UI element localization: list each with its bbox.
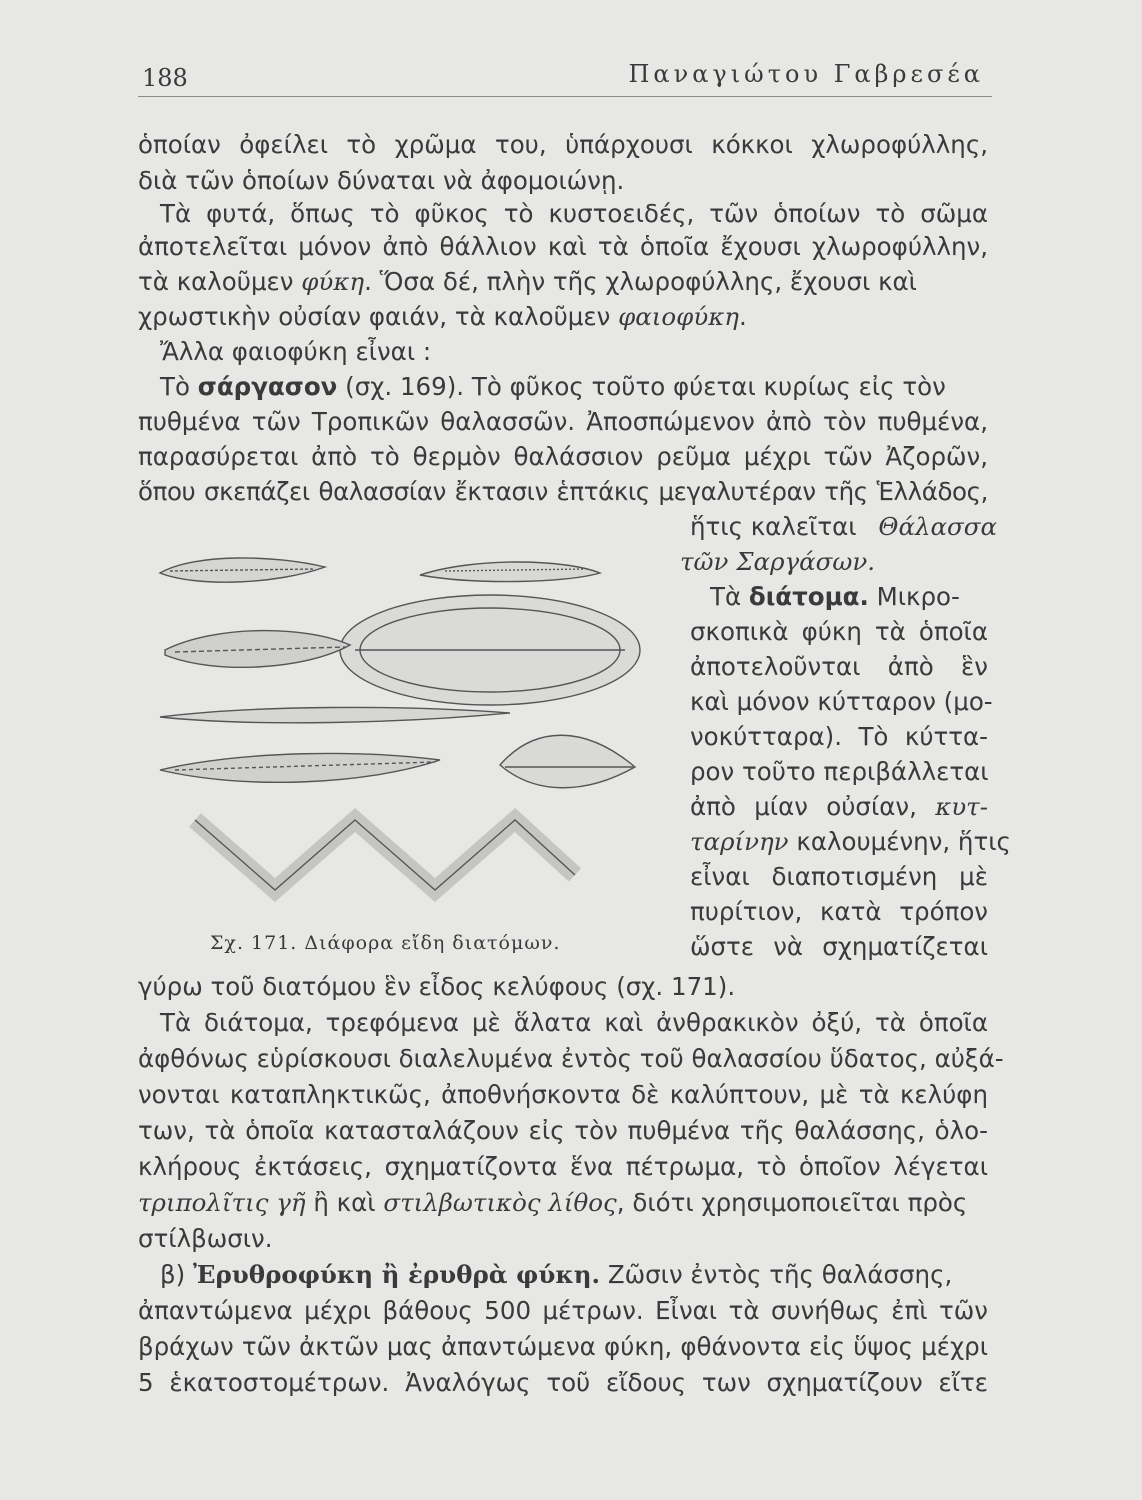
text-line: καὶ μόνον κύτταρον (μο- [690,687,993,716]
italic-term: κυτ- [935,792,988,821]
diatom-needle-1 [420,562,600,582]
diatom-boat [500,735,635,788]
text-span: (σχ. 169). Τὸ φῦκος τοῦτο φύεται κυρίως εἰς τὸν [345,372,946,401]
text-span: . Ὅσα δέ, πλὴν τῆς χλωροφύλλης, ἔχουσι καὶ [364,267,917,296]
text-span: β) [160,1260,186,1289]
text-line: ἀποτελεῖται μόνον ἀπὸ θάλλιον καὶ τὰ ὁποῖα ἔχουσι χλωροφύλλην, [138,232,988,261]
text-line [160,372,988,402]
text-line: Ἄλλα φαιοφύκη εἶναι : [160,337,432,366]
text-line: στίλβωσιν. [138,1224,273,1253]
text-line: Τὰ διάτομα, τρεφόμενα μὲ ἅλατα καὶ ἀνθρακικὸν ὀξύ, τὰ ὁποῖα [160,1008,988,1037]
text-line [138,267,988,297]
text-line: διὰ τῶν ὁποίων δύναται νὰ ἀφομοιώνῃ. [138,166,625,195]
italic-term: φαιοφύκη [618,302,739,331]
bold-term: σάργασον [197,372,338,401]
page-number: 188 [142,64,188,92]
text-line [690,512,998,542]
bold-heading: Ἐρυθροφύκη ἢ ἐρυθρὰ φύκη. [193,1260,601,1289]
text-line [160,1260,988,1290]
diatom-elongate-1 [160,558,325,582]
text-line [690,792,988,822]
text-line: των, τὰ ὁποῖα κατασταλάζουν εἰς τὸν πυθμένα τῆς θαλάσσης, ὁλο- [138,1116,988,1145]
text-line [680,547,988,577]
text-span: Ζῶσιν ἐντὸς τῆς θαλάσσης, [607,1260,953,1289]
italic-term: τριπολῖτις γῆ [138,1188,306,1217]
text-line [138,1188,988,1218]
text-span: Μικρο- [876,582,960,611]
text-span: Τὰ [710,582,742,611]
italic-term: τῶν Σαργάσων. [680,547,876,576]
header-rule [138,96,992,97]
text-line: νονται καταπληκτικῶς, ἀποθνήσκοντα δὲ καλύπτουν, μὲ τὰ κελύφη [138,1080,988,1109]
text-span: ἢ καὶ [313,1188,376,1217]
text-span: καλουμένην, ἥτις [796,827,1011,856]
text-span: ἥτις καλεῖται [690,512,857,541]
text-line: κλήρους ἐκτάσεις, σχηματίζοντα ἕνα πέτρωμα, τὸ ὁποῖον λέγεται [138,1152,988,1181]
text-line [138,302,988,332]
text-line: ὅπου σκεπάζει θαλασσίαν ἔκτασιν ἑπτάκις μεγαλυτέραν τῆς Ἑλλάδος, [138,477,988,506]
diatom-oval-large [340,595,640,705]
text-line: ὁποίαν ὀφείλει τὸ χρῶμα του, ὑπάρχουσι κόκκοι χλωροφύλλης, [138,130,988,159]
text-span: . [738,302,747,331]
bold-term: διάτομα. [748,582,869,611]
diatom-striated [165,631,350,668]
italic-term: ταρίνην [690,827,789,856]
text-line: Τὰ φυτά, ὅπως τὸ φῦκος τὸ κυστοειδές, τῶν ὁποίων τὸ σῶμα [160,199,988,228]
text-line: παρασύρεται ἀπὸ τὸ θερμὸν θαλάσσιον ρεῦμα μέχρι τῶν Ἀζορῶν, [138,442,988,471]
italic-term: Θάλασσα [878,512,998,541]
running-head: Παναγιώτου Γαβρεσέα [628,60,984,88]
text-span: Τὸ [160,372,190,401]
text-line: πυρίτιον, κατὰ τρόπον [690,897,988,926]
text-line: νοκύτταρα). Τὸ κύττα- [690,722,988,751]
italic-term: φύκη [301,267,365,296]
text-span: τὰ καλοῦμεν [138,267,294,296]
text-line: εἶναι διαποτισμένη μὲ [690,862,988,891]
text-span: , διότι χρησιμοποιεῖται πρὸς [616,1188,968,1217]
text-line [710,582,988,612]
text-line: ἀφθόνως εὑρίσκουσι διαλελυμένα ἐντὸς τοῦ θαλασσίου ὕδατος, αὐξά- [138,1044,1004,1073]
text-line: πυθμένα τῶν Τροπικῶν θαλασσῶν. Ἀποσπώμενον ἀπὸ τὸν πυθμένα, [138,407,988,436]
text-span: χρωστικὴν οὐσίαν φαιάν, τὰ καλοῦμεν [138,302,611,331]
text-line: γύρω τοῦ διατόμου ἓν εἶδος κελύφους (σχ. 171). [138,972,736,1001]
text-line: 5 ἑκατοστομέτρων. Ἀναλόγως τοῦ εἴδους των σχηματίζουν εἴτε [138,1368,988,1397]
diatom-long-rod [160,707,510,722]
figure-caption: Σχ. 171. Διάφορα εἴδη διατόμων. [210,932,561,954]
text-line: ρον τοῦτο περιβάλλεται [690,757,989,786]
text-span: ἀπὸ μίαν οὐσίαν, [690,792,917,821]
text-line: βράχων τῶν ἀκτῶν μας ἀπαντώμενα φύκη, φθάνοντα εἰς ὕψος μέχρι [138,1332,988,1361]
text-line [690,827,1011,857]
diatom-chain [195,820,575,890]
italic-term: στιλβωτικὸς λίθος [383,1188,617,1217]
text-line: ὥστε νὰ σχηματίζεται [690,932,988,961]
diatom-long-spindle [160,753,440,782]
text-line: σκοπικὰ φύκη τὰ ὁποῖα [690,617,988,646]
diatom-figure [155,545,655,910]
text-line: ἀπαντώμενα μέχρι βάθους 500 μέτρων. Εἶναι τὰ συνήθως ἐπὶ τῶν [138,1296,988,1325]
text-line: ἀποτελοῦνται ἀπὸ ἓν [690,652,988,681]
